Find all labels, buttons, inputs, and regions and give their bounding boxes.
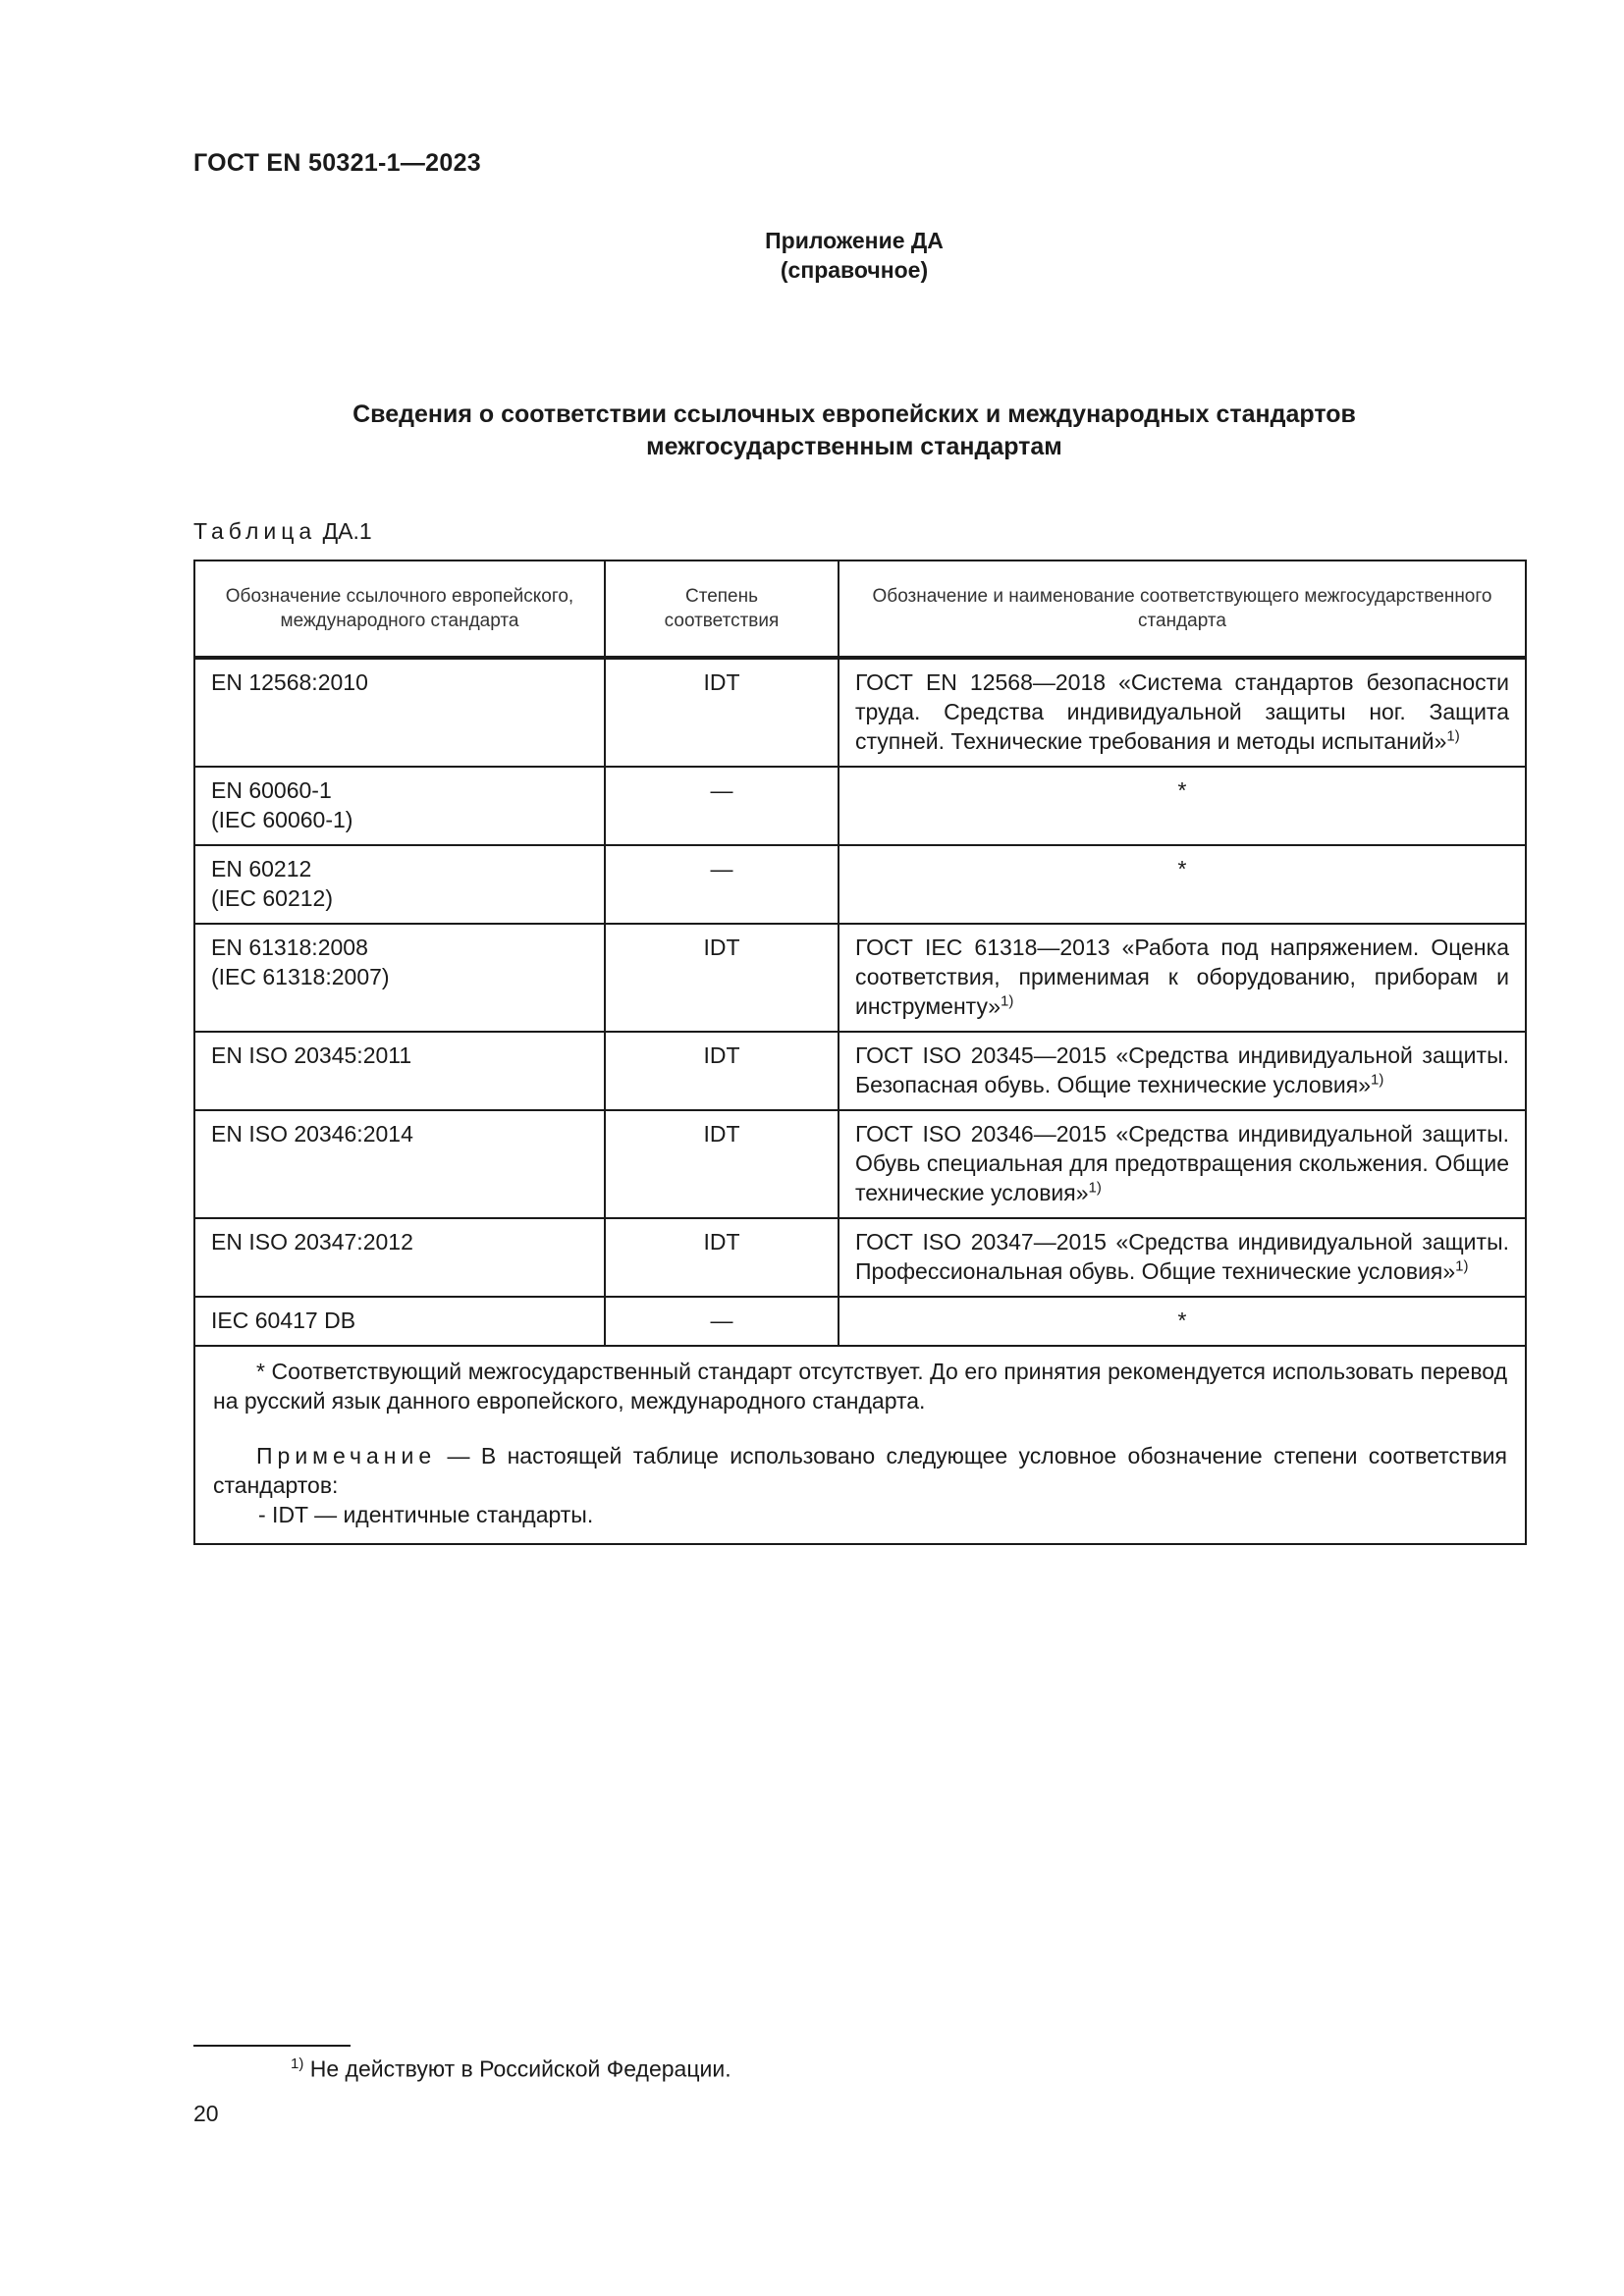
table-row [194,845,1526,924]
reference-line: EN 60060-1 [211,777,332,803]
reference-line: EN ISO 20345:2011 [211,1042,412,1068]
table-caption-number: ДА.1 [322,518,372,544]
notes-gap [213,1415,1507,1441]
cell-reference-standard [194,1032,605,1110]
standard-text: * [1177,777,1187,803]
reference-line: EN ISO 20346:2014 [211,1121,413,1147]
footnote-ref: 1) [1371,1071,1384,1089]
standard-text: ГОСТ ISO 20346—2015 «Средства индивидуальной защиты. Обувь специальная для предотвращения скольжения. Общие технические условия» [855,1121,1509,1205]
section-title-line1: Сведения о соответствии ссылочных европейских и международных стандартов [352,400,1356,428]
cell-interstate-standard [839,924,1526,1032]
standard-text: * [1177,856,1187,881]
note-bullet: - IDT — идентичные стандарты. [258,1502,594,1527]
table-caption [193,518,372,545]
cell-degree: — [605,845,839,924]
cell-interstate-standard [839,845,1526,924]
note-label: Примечание [256,1443,437,1468]
note-paragraph [213,1441,1507,1500]
note-text: — В настоящей таблице использовано следующее условное обозначение степени соответствия стандартов: [213,1443,1507,1498]
table-row [194,1297,1526,1346]
asterisk-note: * Соответствующий межгосударственный стандарт отсутствует. До его принятия рекомендуется использовать перевод на русский язык данного европейского, международного стандарта. [213,1359,1507,1414]
cell-interstate-standard [839,1032,1526,1110]
document-header: ГОСТ EN 50321-1—2023 [193,149,481,177]
standard-text: ГОСТ ISO 20345—2015 «Средства индивидуальной защиты. Безопасная обувь. Общие технические условия» [855,1042,1509,1097]
reference-line: EN 61318:2008 [211,934,368,960]
reference-line: (IEC 60212) [211,885,334,911]
footnote [291,2056,731,2083]
cell-degree: IDT [605,1032,839,1110]
reference-line: EN 12568:2010 [211,669,368,695]
table-header-row [194,561,1526,658]
footnote-ref: 1) [1088,1179,1102,1197]
table-row [194,767,1526,845]
cell-degree: IDT [605,1110,839,1218]
standard-text: ГОСТ ISO 20347—2015 «Средства индивидуальной защиты. Профессиональная обувь. Общие технические условия» [855,1229,1509,1284]
annex-title: Приложение ДА [765,228,944,253]
reference-line: (IEC 61318:2007) [211,964,390,989]
section-title [0,399,1624,463]
header-reference-standard: Обозначение ссылочного европейского, международного стандарта [194,561,605,658]
correspondence-table [193,560,1527,1545]
standard-text: ГОСТ EN 12568—2018 «Система стандартов безопасности труда. Средства индивидуальной защиты ног. Защита ступней. Технические требования и методы испытаний» [855,669,1509,754]
footnote-ref: 1) [1455,1257,1469,1275]
cell-reference-standard [194,845,605,924]
table-notes-row [194,1346,1526,1544]
cell-degree: IDT [605,658,839,767]
header-interstate-standard: Обозначение и наименование соответствующего межгосударственного стандарта [839,561,1526,658]
cell-reference-standard [194,924,605,1032]
header-degree: Степень соответствия [605,561,839,658]
reference-line: IEC 60417 DB [211,1308,356,1333]
page-number: 20 [193,2101,219,2126]
reference-line: EN ISO 20347:2012 [211,1229,413,1255]
cell-degree: IDT [605,1218,839,1297]
table-row [194,924,1526,1032]
cell-degree: IDT [605,924,839,1032]
footnote-ref: 1) [1001,992,1014,1010]
footnote-separator [193,2045,351,2047]
cell-reference-standard [194,767,605,845]
table-row [194,658,1526,767]
footnote-mark: 1) [291,2056,304,2072]
cell-reference-standard [194,1110,605,1218]
cell-reference-standard [194,1218,605,1297]
table-row [194,1110,1526,1218]
standard-text: * [1177,1308,1187,1333]
section-title-line2: межгосударственным стандартам [646,433,1062,460]
table-row [194,1032,1526,1110]
cell-interstate-standard [839,767,1526,845]
table-caption-word: Таблица [193,518,317,544]
reference-line: EN 60212 [211,856,312,881]
cell-degree: — [605,767,839,845]
table-row [194,1218,1526,1297]
cell-interstate-standard [839,658,1526,767]
cell-reference-standard [194,1297,605,1346]
reference-line: (IEC 60060-1) [211,807,353,832]
footnote-ref: 1) [1446,727,1460,745]
table-notes [194,1346,1526,1544]
standard-text: ГОСТ IEC 61318—2013 «Работа под напряжением. Оценка соответствия, применимая к оборудованию, приборам и инструменту» [855,934,1509,1019]
annex-heading [0,226,1624,285]
annex-type: (справочное) [780,257,929,283]
cell-interstate-standard [839,1297,1526,1346]
cell-interstate-standard [839,1218,1526,1297]
cell-interstate-standard [839,1110,1526,1218]
footnote-text: Не действуют в Российской Федерации. [303,2056,731,2082]
cell-degree: — [605,1297,839,1346]
cell-reference-standard [194,658,605,767]
